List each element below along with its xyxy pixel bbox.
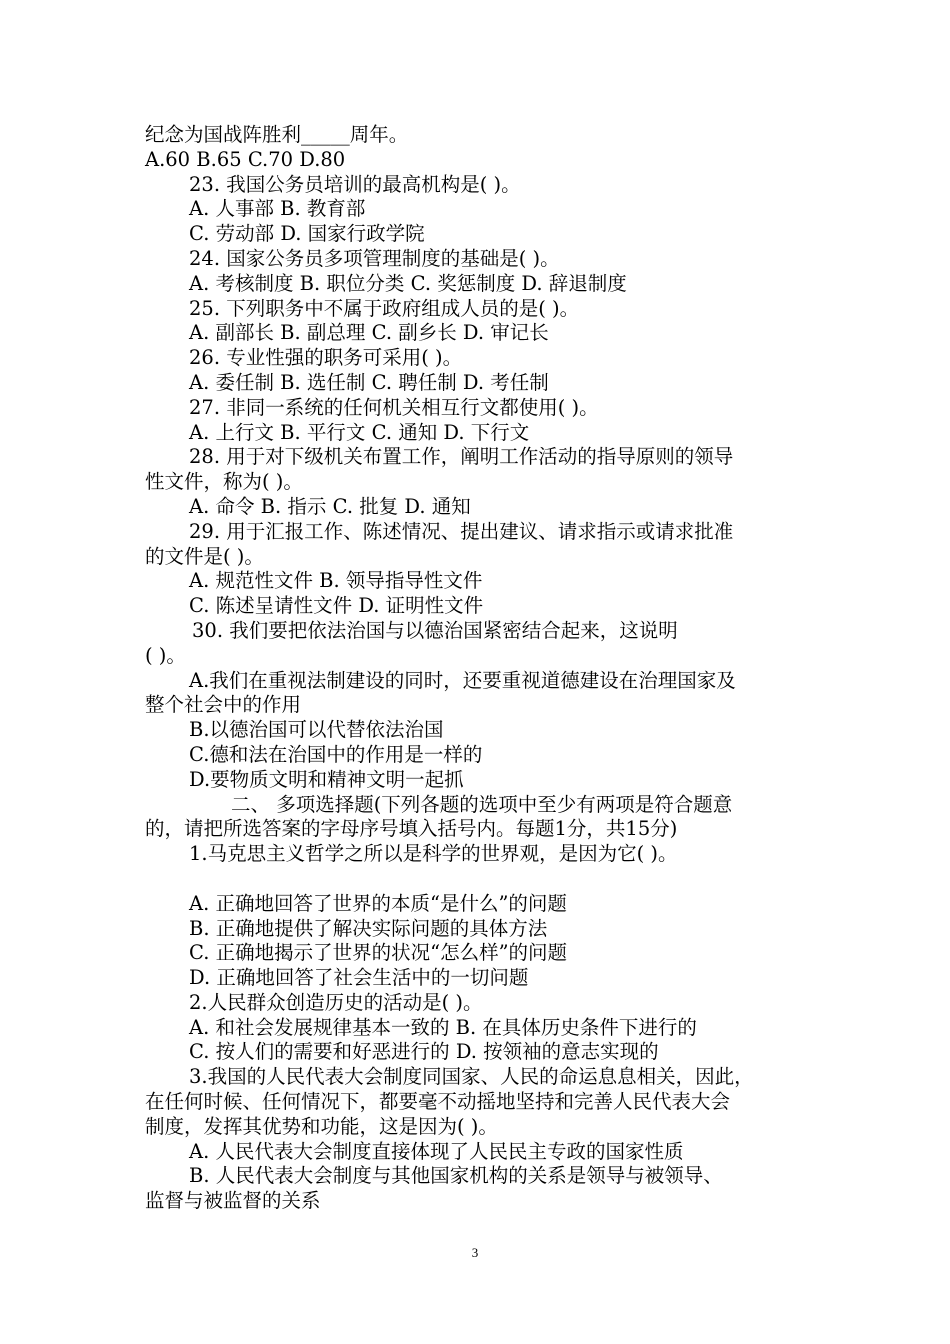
text-line: 27. 非同一系统的任何机关相互行文都使用( )。 bbox=[189, 395, 599, 419]
text-line: 24. 国家公务员多项管理制度的基础是( )。 bbox=[189, 246, 560, 270]
text-line: 23. 我国公务员培训的最高机构是( )。 bbox=[189, 172, 521, 196]
text-line: 30. 我们要把依法治国与以德治国紧密结合起来，这说明 bbox=[192, 618, 678, 642]
text-line: D. 正确地回答了社会生活中的一切问题 bbox=[189, 966, 529, 990]
text-line: C.德和法在治国中的作用是一样的 bbox=[189, 742, 483, 766]
text-line: A. 人事部 B. 教育部 bbox=[189, 197, 366, 221]
page-number: 3 bbox=[471, 1245, 479, 1260]
text-line: 整个社会中的作用 bbox=[145, 693, 302, 717]
text-line: D.要物质文明和精神文明一起抓 bbox=[189, 767, 464, 791]
text-line: A. 和社会发展规律基本一致的 B. 在具体历史条件下进行的 bbox=[189, 1015, 697, 1039]
text-line: C. 正确地揭示了世界的状况“怎么样”的问题 bbox=[189, 941, 568, 965]
text-line: A. 委任制 B. 选任制 C. 聘任制 D. 考任制 bbox=[189, 370, 549, 394]
text-line: A.我们在重视法制建设的同时，还要重视道德建设在治理国家及 bbox=[189, 668, 736, 692]
text-line: A.60 B.65 C.70 D.80 bbox=[145, 147, 346, 171]
text-line: A. 命令 B. 指示 C. 批复 D. 通知 bbox=[189, 494, 471, 518]
document-body bbox=[145, 123, 825, 1214]
text-line: 在任何时候、任何情况下，都要毫不动摇地坚持和完善人民代表大会 bbox=[145, 1090, 731, 1114]
text-line: A. 规范性文件 B. 领导指导性文件 bbox=[189, 569, 483, 593]
text-line: 监督与被监督的关系 bbox=[145, 1189, 321, 1213]
text-line: ( )。 bbox=[145, 643, 186, 667]
text-line: 纪念为国战阵胜利_____周年。 bbox=[145, 123, 409, 146]
text-line: 28. 用于对下级机关布置工作，阐明工作活动的指导原则的领导 bbox=[189, 445, 734, 469]
text-line: 的，请把所选答案的字母序号填入括号内。每题1分，共15分) bbox=[145, 817, 678, 841]
text-line: B. 人民代表大会制度与其他国家机构的关系是领导与被领导、 bbox=[189, 1164, 723, 1188]
text-line: C. 陈述呈请性文件 D. 证明性文件 bbox=[189, 594, 484, 618]
text-line: A. 上行文 B. 平行文 C. 通知 D. 下行文 bbox=[189, 420, 530, 444]
text-line: A. 考核制度 B. 职位分类 C. 奖惩制度 D. 辞退制度 bbox=[189, 271, 627, 295]
text-line: 二、 多项选择题(下列各题的选项中至少有两项是符合题意 bbox=[231, 792, 733, 816]
text-line: 制度，发挥其优势和功能，这是因为( )。 bbox=[145, 1114, 498, 1138]
text-line: C. 劳动部 D. 国家行政学院 bbox=[189, 222, 425, 246]
text-line: A. 正确地回答了世界的本质“是什么”的问题 bbox=[189, 891, 567, 915]
text-line: 的文件是( )。 bbox=[145, 544, 264, 568]
text-line: 3.我国的人民代表大会制度同国家、人民的命运息息相关，因此， bbox=[189, 1065, 754, 1089]
text-line: 性文件，称为( )。 bbox=[145, 470, 303, 494]
text-line: A. 人民代表大会制度直接体现了人民民主专政的国家性质 bbox=[189, 1139, 684, 1163]
text-line: 1.马克思主义哲学之所以是科学的世界观，是因为它( )。 bbox=[189, 842, 678, 866]
text-line: A. 副部长 B. 副总理 C. 副乡长 D. 审记长 bbox=[189, 321, 549, 345]
text-line: 29. 用于汇报工作、陈述情况、提出建议、请求指示或请求批准 bbox=[189, 519, 734, 543]
text-line: C. 按人们的需要和好恶进行的 D. 按领袖的意志实现的 bbox=[189, 1040, 659, 1064]
text-line: B. 正确地提供了解决实际问题的具体方法 bbox=[189, 916, 548, 940]
text-line: 26. 专业性强的职务可采用( )。 bbox=[189, 346, 463, 370]
text-line: B.以德治国可以代替依法治国 bbox=[189, 718, 444, 742]
text-line: 2.人民群众创造历史的活动是( )。 bbox=[189, 990, 483, 1014]
text-line: 25. 下列职务中不属于政府组成人员的是( )。 bbox=[189, 296, 580, 320]
blank-line bbox=[145, 867, 825, 892]
